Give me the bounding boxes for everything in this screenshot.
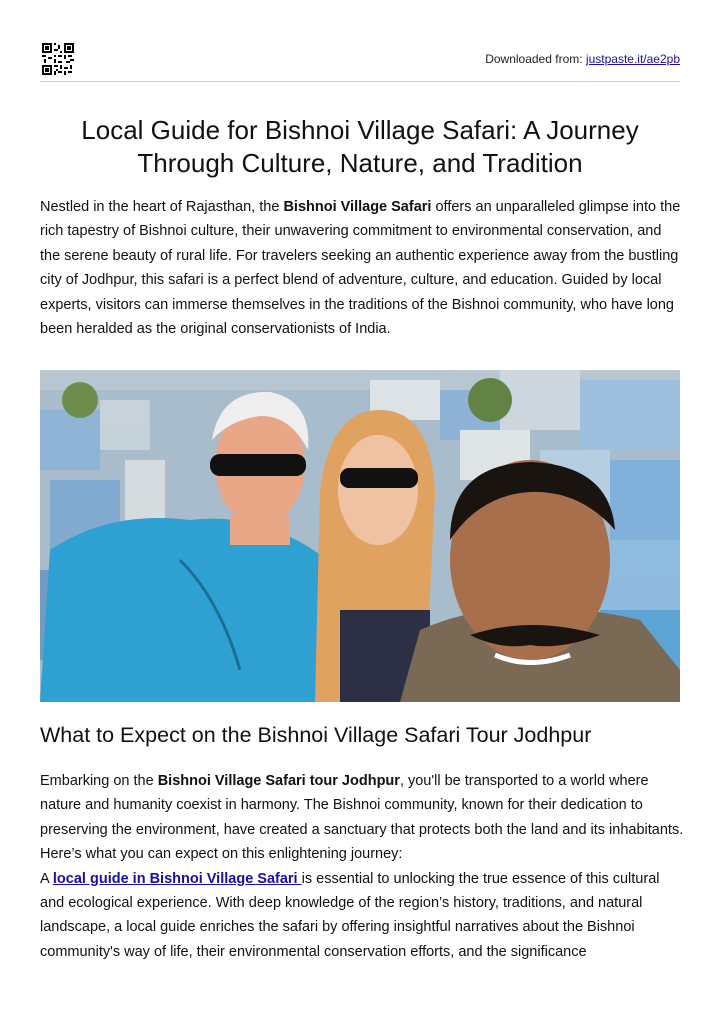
local-guide-link[interactable]: local guide in Bishnoi Village Safari xyxy=(52,870,302,887)
page-title: Local Guide for Bishnoi Village Safari: A Journey Through Culture, Nature, and Tradition xyxy=(81,115,639,178)
intro-paragraph xyxy=(40,195,684,341)
section-text-start: Embarking on the xyxy=(40,773,158,789)
guide-text-rest: is essential to unlocking the true essence of this cultural and ecological experience. With deep knowledge of the region’s history, traditions, and natural landscape, a local guide enriches the safari by offering insightful narratives about the Bishnoi community's way of life, their environmental conservation efforts, and the significance xyxy=(40,870,660,960)
section-bold: Bishnoi Village Safari tour Jodhpur xyxy=(157,773,400,789)
intro-bold: Bishnoi Village Safari xyxy=(283,199,432,215)
section-paragraph xyxy=(40,769,684,964)
download-source-label: Downloaded from: xyxy=(485,52,583,66)
intro-text-rest: offers an unparalleled glimpse into the rich tapestry of Bishnoi culture, their unwavering commitment to environmental conservation, and the serene beauty of rural life. For travelers seeking an authentic experience away from the bustling city of Jodhpur, this safari is a perfect blend of adventure, culture, and education. Guided by local experts, visitors can immerse themselves in the traditions of the Bishnoi community, who have long been heralded as the original conservationists of India. xyxy=(40,199,681,338)
download-source-link[interactable]: justpaste.it/ae2pb xyxy=(585,52,680,66)
section-text-rest: , you'll be transported to a world where nature and humanity coexist in harmony. The Bishnoi community, known for their dedication to preserving the environment, have created a sanctuary that protects both the land and its inhabitants. Here’s what you can expect on this enlightening journey: xyxy=(40,773,684,863)
download-source xyxy=(485,52,680,66)
guide-text-start: A xyxy=(40,870,53,887)
qr-code-icon xyxy=(42,43,74,75)
hero-photo xyxy=(40,370,680,702)
header-divider xyxy=(40,81,680,82)
intro-text-start: Nestled in the heart of Rajasthan, the xyxy=(40,199,284,215)
section-heading: What to Expect on the Bishnoi Village Safari Tour Jodhpur xyxy=(40,723,592,747)
